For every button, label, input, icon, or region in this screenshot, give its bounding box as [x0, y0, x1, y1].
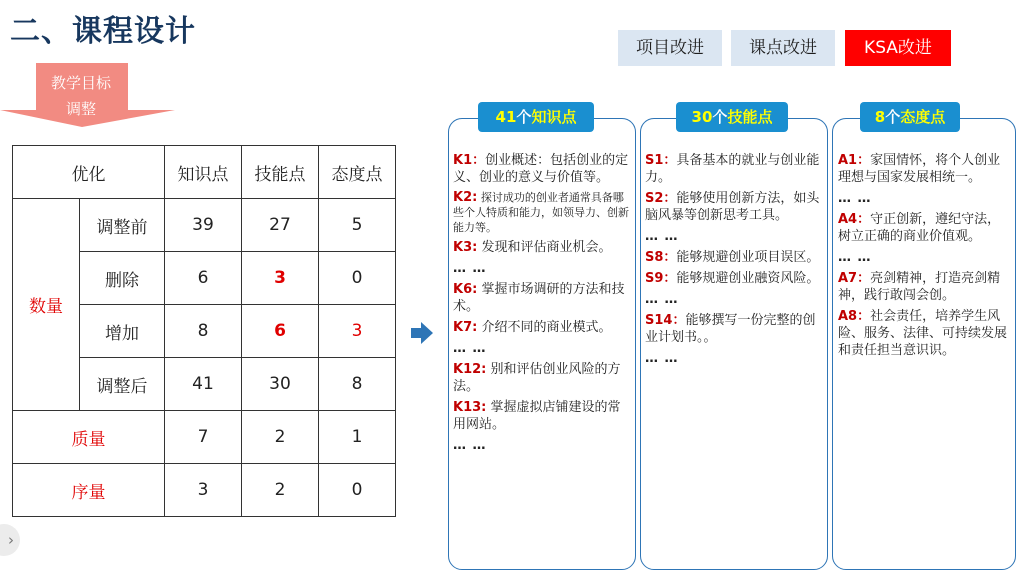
item-code: S9：: [645, 271, 677, 286]
item-text: 具备基本的就业与创业能力。: [645, 153, 820, 185]
cell-knowledge: 39: [165, 199, 242, 252]
knowledge-suffix-a: 个: [516, 108, 532, 126]
cell-attitude: 1: [319, 411, 396, 464]
item-code: K12:: [453, 362, 487, 377]
row-label-order: 序量: [13, 464, 165, 517]
item-text: 掌握市场调研的方法和技术。: [453, 282, 625, 314]
item-code: S1：: [645, 153, 677, 168]
cell-knowledge: 7: [165, 411, 242, 464]
list-item: [645, 312, 823, 346]
skills-count: 30: [691, 108, 713, 126]
list-item: [453, 239, 631, 256]
cell-knowledge: 6: [165, 252, 242, 305]
item-code: K2:: [453, 190, 478, 205]
item-code: S8：: [645, 250, 677, 265]
item-text: 社会责任，培养学生风险、服务、法律、可持续发展和责任担当意识识。: [838, 309, 1008, 358]
list-item: [645, 270, 823, 287]
knowledge-header: [478, 102, 594, 132]
cell-skill: 27: [242, 199, 319, 252]
header-knowledge: 知识点: [165, 146, 242, 199]
item-code: K3:: [453, 240, 478, 255]
item-text: 能够规避创业融资风险。: [676, 271, 820, 286]
list-item: [453, 319, 631, 336]
attitude-count: 8: [874, 108, 886, 126]
cell-attitude: 8: [319, 358, 396, 411]
skills-suffix-a: 个: [712, 108, 728, 126]
header-skill: 技能点: [242, 146, 319, 199]
tab-ksa-improvement[interactable]: KSA改进: [845, 30, 951, 66]
cell-attitude: 0: [319, 252, 396, 305]
item-code: S14：: [645, 313, 686, 328]
list-item: [453, 190, 631, 235]
item-code: K6:: [453, 282, 478, 297]
item-text: 介绍不同的商业模式。: [477, 320, 612, 335]
item-code: A4：: [838, 212, 871, 227]
list-item: [453, 399, 631, 433]
skills-list: [645, 152, 823, 371]
item-text: 别和评估创业风险的方法。: [453, 362, 621, 394]
next-slide-button[interactable]: ›: [0, 524, 20, 556]
item-code: A1：: [838, 153, 871, 168]
list-item: [453, 361, 631, 395]
cell-skill: 6: [242, 305, 319, 358]
ellipsis: … …: [453, 261, 487, 276]
item-code: A8：: [838, 309, 871, 324]
list-item: [838, 270, 1010, 304]
attitude-suffix-a: 个: [885, 108, 901, 126]
knowledge-count: 41: [495, 108, 517, 126]
item-code: S2：: [645, 191, 677, 206]
row-label: 增加: [80, 305, 165, 358]
cell-attitude: 0: [319, 464, 396, 517]
table-row-quality: [13, 411, 396, 464]
item-text: 守正创新，遵纪守法，树立正确的商业价值观。: [838, 212, 1001, 244]
row-label: 删除: [80, 252, 165, 305]
list-item: [838, 152, 1010, 186]
attitude-suffix-b: 态度点: [900, 108, 946, 126]
item-code: K13:: [453, 400, 487, 415]
ellipsis: … …: [453, 438, 487, 453]
knowledge-list: [453, 152, 631, 458]
optimization-table: [12, 145, 396, 517]
skills-suffix-b: 技能点: [727, 108, 773, 126]
group-label-quantity: 数量: [13, 199, 80, 411]
goal-adjust-line1: 教学目标: [50, 74, 111, 92]
item-text: 能够规避创业项目误区。: [676, 250, 820, 265]
cell-knowledge: 41: [165, 358, 242, 411]
item-text: 亮剑精神，打造亮剑精神，践行敢闯会创。: [838, 271, 1001, 303]
ellipsis: … …: [645, 292, 679, 307]
attitude-header: [860, 102, 960, 132]
item-text: 探讨成功的创业者通常具备哪些个人特质和能力，如领导力、创新能力等。: [453, 191, 629, 234]
header-optimize: 优化: [13, 146, 165, 199]
item-code: K7:: [453, 320, 478, 335]
table-header-row: [13, 146, 396, 199]
cell-attitude: 3: [319, 305, 396, 358]
right-arrow-icon: [411, 322, 433, 344]
cell-knowledge: 3: [165, 464, 242, 517]
cell-attitude: 5: [319, 199, 396, 252]
item-text: 发现和评估商业机会。: [477, 240, 612, 255]
cell-skill: 3: [242, 252, 319, 305]
cell-skill: 30: [242, 358, 319, 411]
goal-adjust-line2: 调整: [65, 100, 96, 118]
item-text: 掌握虚拟店铺建设的常用网站。: [453, 400, 621, 432]
row-label: 调整后: [80, 358, 165, 411]
item-text: 创业概述：包括创业的定义、创业的意义与价值等。: [453, 153, 629, 185]
list-item: [453, 281, 631, 315]
list-item: [645, 152, 823, 186]
item-text: 能够使用创新方法，如头脑风暴等创新思考工具。: [645, 191, 820, 223]
cell-skill: 2: [242, 464, 319, 517]
attitude-list: [838, 152, 1010, 363]
item-code: K1：: [453, 153, 486, 168]
ellipsis: … …: [645, 351, 679, 366]
list-item: [838, 211, 1010, 245]
item-text: 能够撰写一份完整的创业计划书。。: [645, 313, 816, 345]
cell-knowledge: 8: [165, 305, 242, 358]
list-item: [838, 308, 1010, 359]
goal-adjust-label: [40, 70, 122, 122]
list-item: [453, 152, 631, 186]
list-item: [645, 190, 823, 224]
row-label-quality: 质量: [13, 411, 165, 464]
ellipsis: … …: [453, 341, 487, 356]
header-attitude: 态度点: [319, 146, 396, 199]
ellipsis: … …: [645, 229, 679, 244]
tab-project-improvement[interactable]: 项目改进: [618, 30, 722, 66]
tab-lesson-improvement[interactable]: 课点改进: [731, 30, 835, 66]
item-text: 家国情怀，将个人创业理想与国家发展相统一。: [838, 153, 1001, 185]
item-code: A7：: [838, 271, 871, 286]
page-title: 二、课程设计: [10, 14, 196, 49]
table-row: [13, 199, 396, 252]
cell-skill: 2: [242, 411, 319, 464]
list-item: [645, 249, 823, 266]
ellipsis: … …: [838, 250, 872, 265]
table-row-order: [13, 464, 396, 517]
ellipsis: … …: [838, 191, 872, 206]
skills-header: [676, 102, 788, 132]
row-label: 调整前: [80, 199, 165, 252]
knowledge-suffix-b: 知识点: [531, 108, 577, 126]
